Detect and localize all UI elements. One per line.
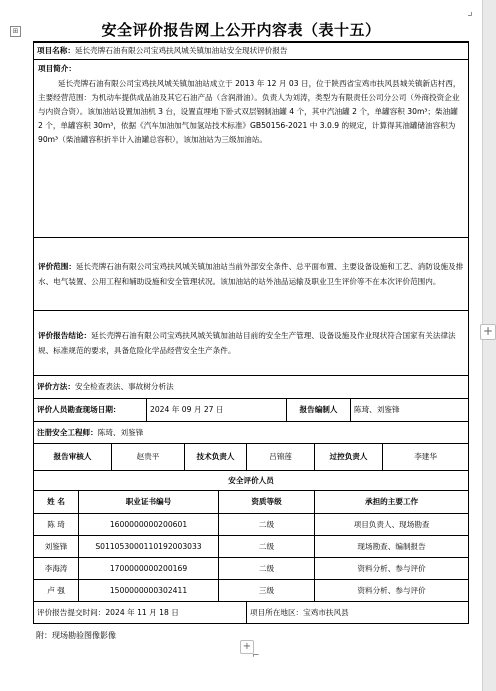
staff-cert: 1700000000200169 — [79, 558, 219, 580]
staff-level: 二级 — [219, 536, 315, 558]
engineer-value: 陈琦、刘鉴锋 — [97, 427, 144, 437]
reviewer-value: 赵贵平 — [112, 444, 185, 471]
staff-cert: 1500000000302411 — [79, 580, 219, 602]
table-move-handle-icon[interactable]: ⊞ — [10, 26, 21, 37]
staff-level: 二级 — [219, 514, 315, 536]
table-row — [34, 536, 469, 558]
staff-header-name: 姓 名 — [34, 491, 79, 514]
add-row-plus-icon[interactable]: + — [240, 640, 254, 654]
paragraph-mark-icon: ⌐ — [252, 651, 260, 661]
page-title: 安全评价报告网上公开内容表（表十五） — [101, 21, 381, 39]
location-cell — [247, 602, 469, 624]
table-row — [34, 558, 469, 580]
submit-date-value: 2024 年 11 月 18 日 — [105, 607, 179, 617]
staff-header-level: 资质等级 — [219, 491, 315, 514]
engineer-row — [34, 422, 469, 444]
conclusion-cell — [34, 311, 469, 376]
submit-date-cell — [34, 602, 247, 624]
staff-cert: 1600000000200601 — [79, 514, 219, 536]
author-value: 陈琦、刘鉴锋 — [351, 399, 469, 422]
conclusion-label: 评价报告结论： — [38, 331, 92, 340]
project-name-row — [34, 42, 469, 60]
tech-lead-value: 吕锦莲 — [247, 444, 315, 471]
process-lead-label: 过控负责人 — [315, 444, 383, 471]
disclosure-table — [33, 41, 469, 624]
staff-work: 资料分析、参与评价 — [315, 580, 469, 602]
staff-name: 卢 强 — [34, 580, 79, 602]
table-row — [34, 580, 469, 602]
method-label: 评价方法： — [37, 382, 75, 391]
staff-name: 李海涛 — [34, 558, 79, 580]
survey-date-value: 2024 年 09 月 27 日 — [147, 399, 287, 422]
conclusion-text: 延长壳牌石油有限公司宝鸡扶风城关镇加油站目前的安全生产管理、设备设施及作业现状符合国家有关法律法规、标准规范的要求，具备危险化学品经营安全生产条件。 — [38, 331, 456, 355]
scope-cell — [34, 238, 469, 311]
staff-header-work: 承担的主要工作 — [315, 491, 469, 514]
engineer-label: 注册安全工程师： — [37, 427, 98, 437]
tech-lead-label: 技术负责人 — [185, 444, 247, 471]
staff-work: 资料分析、参与评价 — [315, 558, 469, 580]
attachment-note: 附：现场勘验图像影像 — [36, 631, 116, 640]
reviewer-label: 报告审核人 — [34, 444, 112, 471]
scope-text: 延长壳牌石油有限公司宝鸡扶风城关镇加油站当前外部安全条件、总平面布置、主要设备设施和工艺、消防设施及排水、电气装置、公用工程和辅助设施和安全管理状况。该加油站的站外油品运输及职业卫生评价等不在本次评价范围内。 — [38, 262, 464, 286]
staff-work: 项目负责人、现场勘查 — [315, 514, 469, 536]
add-column-plus-icon[interactable]: + — [480, 324, 496, 340]
staff-name: 陈 琦 — [34, 514, 79, 536]
scope-label: 评价范围： — [38, 262, 76, 271]
staff-level: 三级 — [219, 580, 315, 602]
location-label: 项目所在地区： — [250, 607, 304, 617]
staff-work: 现场勘查、编制报告 — [315, 536, 469, 558]
submit-date-label: 评价报告提交时间： — [37, 607, 106, 617]
author-label: 报告编制人 — [287, 399, 351, 422]
staff-level: 二级 — [219, 558, 315, 580]
staff-section-header: 安全评价人员 — [34, 471, 469, 491]
table-row — [34, 514, 469, 536]
page-corner-icon[interactable]: ⌟ — [467, 4, 473, 18]
process-lead-value: 李建华 — [383, 444, 469, 471]
staff-cert: S011053000110192003033 — [79, 536, 219, 558]
method-value: 安全检查表法、事故树分析法 — [74, 382, 174, 391]
staff-name: 刘鉴锋 — [34, 536, 79, 558]
staff-header-cert: 职业证书编号 — [79, 491, 219, 514]
intro-label: 项目简介： — [38, 64, 76, 73]
intro-text: 延长壳牌石油有限公司宝鸡扶风城关镇加油站成立于 2013 年 12 月 03 日，位于陕西省宝鸡市扶风县城关镇新店村西，主要经营范围：为机动车提供成品油及其它石油产品（含润滑油）。负责人为刘涛，类型为有限责任公司分公司（外商投资企业与内资合资）。该加油站设置加油机 3 台，设置直埋地下卧式双层钢制油罐 4 个，其中汽油罐 2 个，单罐容积 30m³；柴油罐 2 个，单罐容积 30m³，依据《汽车加油加气加氢站技术标准》GB50156-2021 中 3.0.9 的规定，计算得其油罐储油容积为 90m³（柴油罐容积折半计入油罐总容积），该加油站为三级加油站。 — [38, 79, 461, 144]
project-name-value: 延长壳牌石油有限公司宝鸡扶风城关镇加油站安全现状评价报告 — [74, 46, 288, 55]
survey-date-label: 评价人员勘查现场日期： — [34, 399, 147, 422]
intro-cell — [34, 60, 469, 238]
project-name-label: 项目名称： — [37, 46, 75, 55]
method-row — [34, 376, 469, 399]
location-value: 宝鸡市扶风县 — [303, 607, 349, 617]
